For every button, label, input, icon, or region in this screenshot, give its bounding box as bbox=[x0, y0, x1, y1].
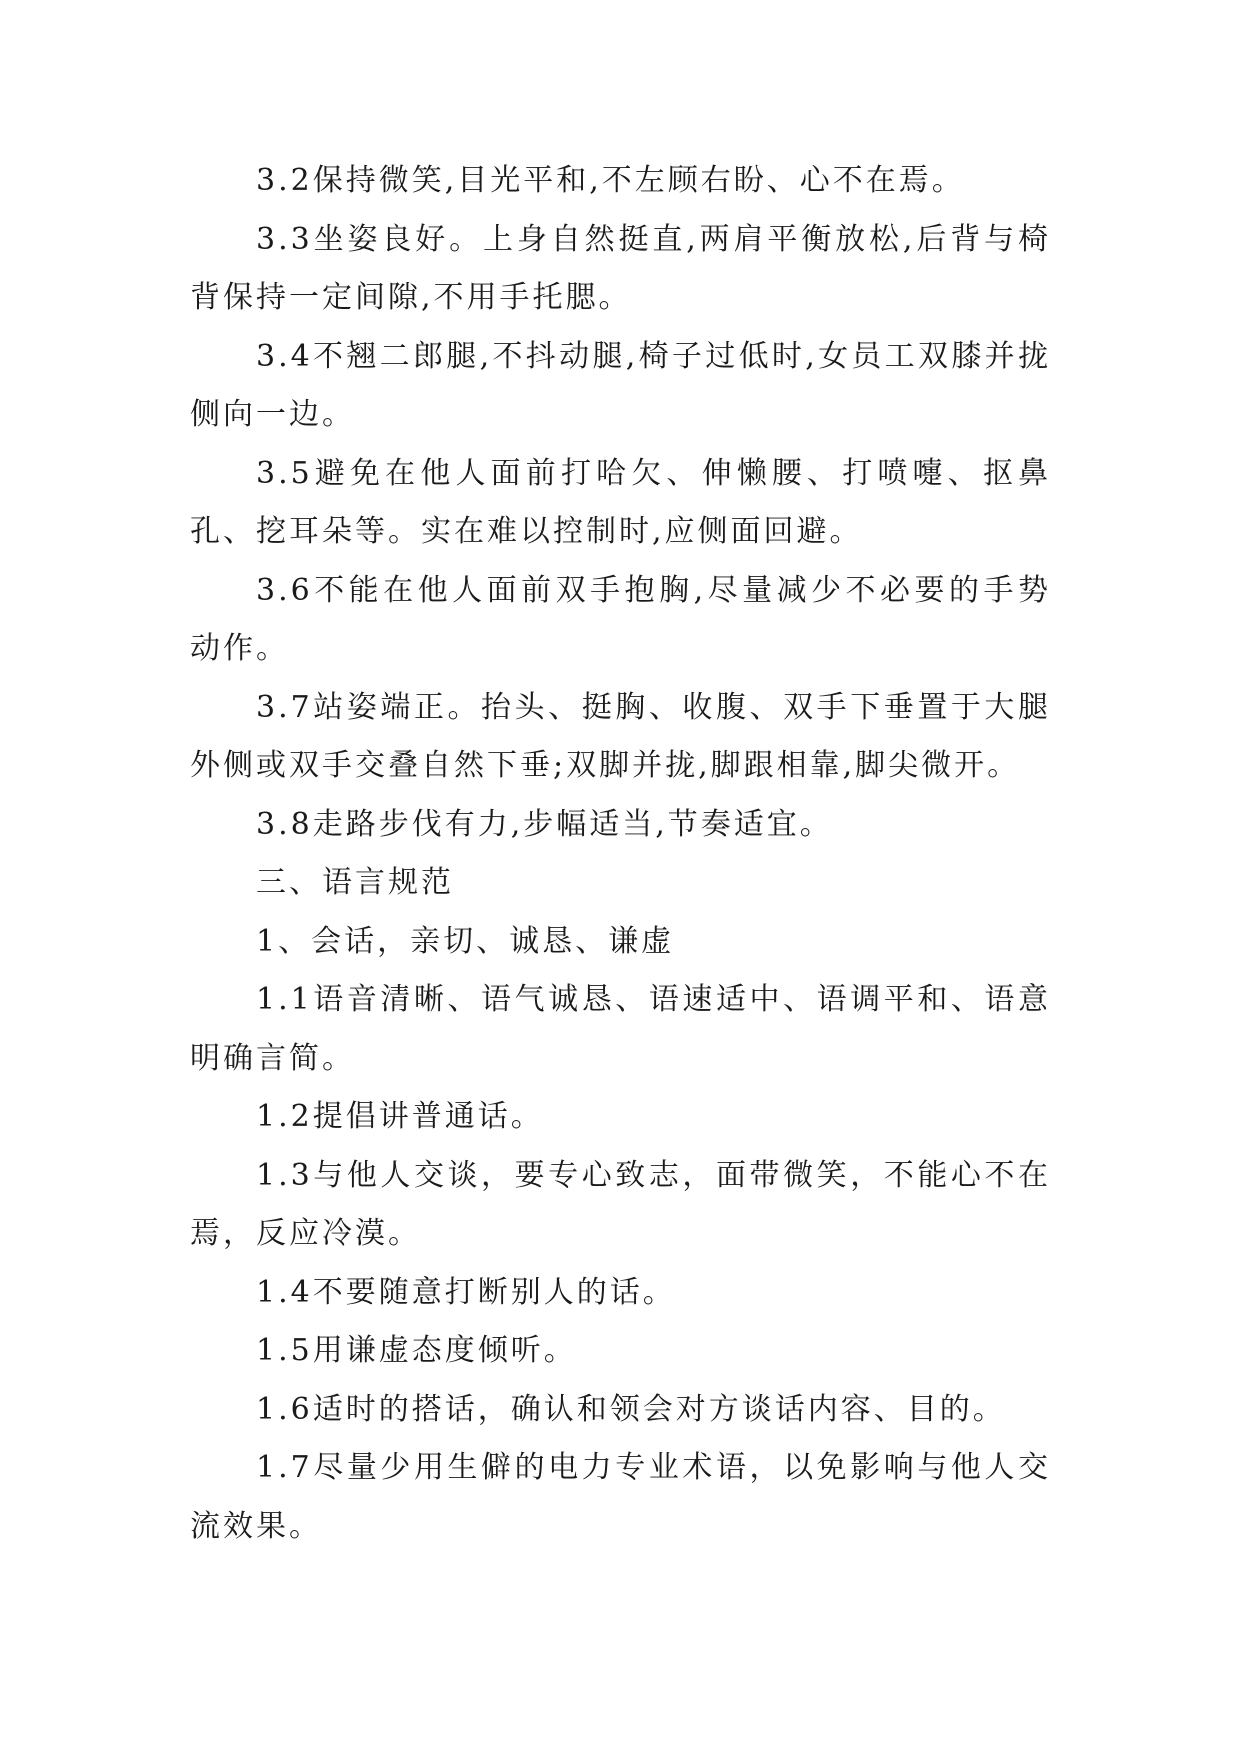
paragraph-1-3: 1.3与他人交谈，要专心致志，面带微笑，不能心不在焉，反应冷漠。 bbox=[190, 1157, 1051, 1251]
section-heading-language: 三、语言规范 bbox=[256, 865, 454, 900]
paragraph-1-1: 1.1语音清晰、语气诚恳、语速适中、语调平和、语意明确言简。 bbox=[190, 982, 1051, 1076]
paragraph-3-4: 3.4不翘二郎腿,不抖动腿,椅子过低时,女员工双膝并拢侧向一边。 bbox=[190, 338, 1051, 432]
subheading-conversation: 1、会话，亲切、诚恳、谦虚 bbox=[256, 923, 675, 959]
paragraph-1-7: 1.7尽量少用生僻的电力专业术语，以免影响与他人交流效果。 bbox=[190, 1450, 1051, 1544]
paragraph-1-2: 1.2提倡讲普通话。 bbox=[256, 1099, 544, 1134]
paragraph-1-6: 1.6适时的搭话，确认和领会对方谈话内容、目的。 bbox=[256, 1391, 1006, 1427]
paragraph-3-8: 3.8走路步伐有力,步幅适当,节奏适宜。 bbox=[256, 806, 833, 842]
paragraph-3-2: 3.2保持微笑,目光平和,不左顾右盼、心不在焉。 bbox=[256, 163, 965, 198]
paragraph-3-5: 3.5避免在他人面前打哈欠、伸懒腰、打喷嚏、抠鼻孔、挖耳朵等。实在难以控制时,应侧面回避。 bbox=[190, 455, 1051, 549]
paragraph-3-6: 3.6不能在他人面前双手抱胸,尽量减少不必要的手势动作。 bbox=[190, 572, 1051, 666]
paragraph-1-4: 1.4不要随意打断别人的话。 bbox=[256, 1274, 676, 1310]
paragraph-1-5: 1.5用谦虚态度倾听。 bbox=[256, 1333, 577, 1368]
paragraph-3-3: 3.3坐姿良好。上身自然挺直,两肩平衡放松,后背与椅背保持一定间隙,不用手托腮。 bbox=[190, 221, 1051, 315]
paragraph-3-7: 3.7站姿端正。抬头、挺胸、收腹、双手下垂置于大腿外侧或双手交叠自然下垂;双脚并拢,脚跟相靠,脚尖微开。 bbox=[190, 689, 1051, 783]
document-body bbox=[190, 152, 1051, 1556]
